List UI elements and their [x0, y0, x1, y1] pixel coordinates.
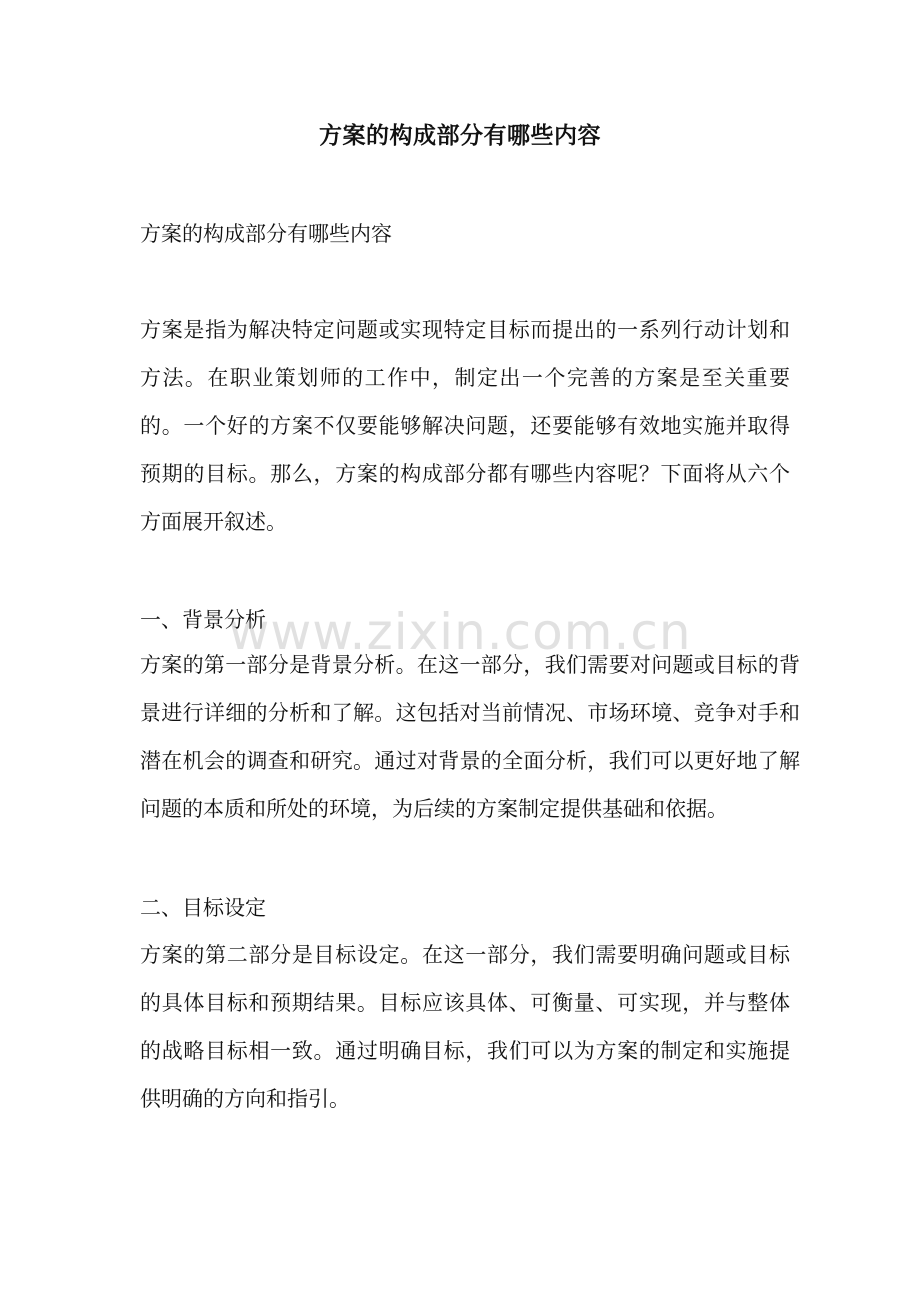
watermark: www.zixin.com.cn: [228, 603, 692, 661]
intro-paragraph: 方案是指为解决特定问题或实现特定目标而提出的一系列行动计划和方法。在职业策划师的工作中，制定出一个完善的方案是至关重要的。一个好的方案不仅要能够解决问题，还要能够有效地实施并取得预期的目标。那么，方案的构成部分都有哪些内容呢？下面将从六个方面展开叙述。: [140, 318, 790, 534]
section-heading-background: 一、背景分析: [140, 608, 266, 632]
document-subtitle: 方案的构成部分有哪些内容: [140, 222, 392, 246]
section-body-goals: 方案的第二部分是目标设定。在这一部分，我们需要明确问题或目标的具体目标和预期结果。目标应该具体、可衡量、可实现，并与整体的战略目标相一致。通过明确目标，我们可以为方案的制定和实施提供明确的方向和指引。: [140, 943, 790, 1111]
section-heading-goals: 二、目标设定: [140, 896, 266, 920]
section-body-background: 方案的第一部分是背景分析。在这一部分，我们需要对问题或目标的背景进行详细的分析和了解。这包括对当前情况、市场环境、竞争对手和潜在机会的调查和研究。通过对背景的全面分析，我们可以更好地了解问题的本质和所处的环境，为后续的方案制定提供基础和依据。: [140, 653, 800, 821]
document-title: 方案的构成部分有哪些内容: [319, 122, 601, 149]
